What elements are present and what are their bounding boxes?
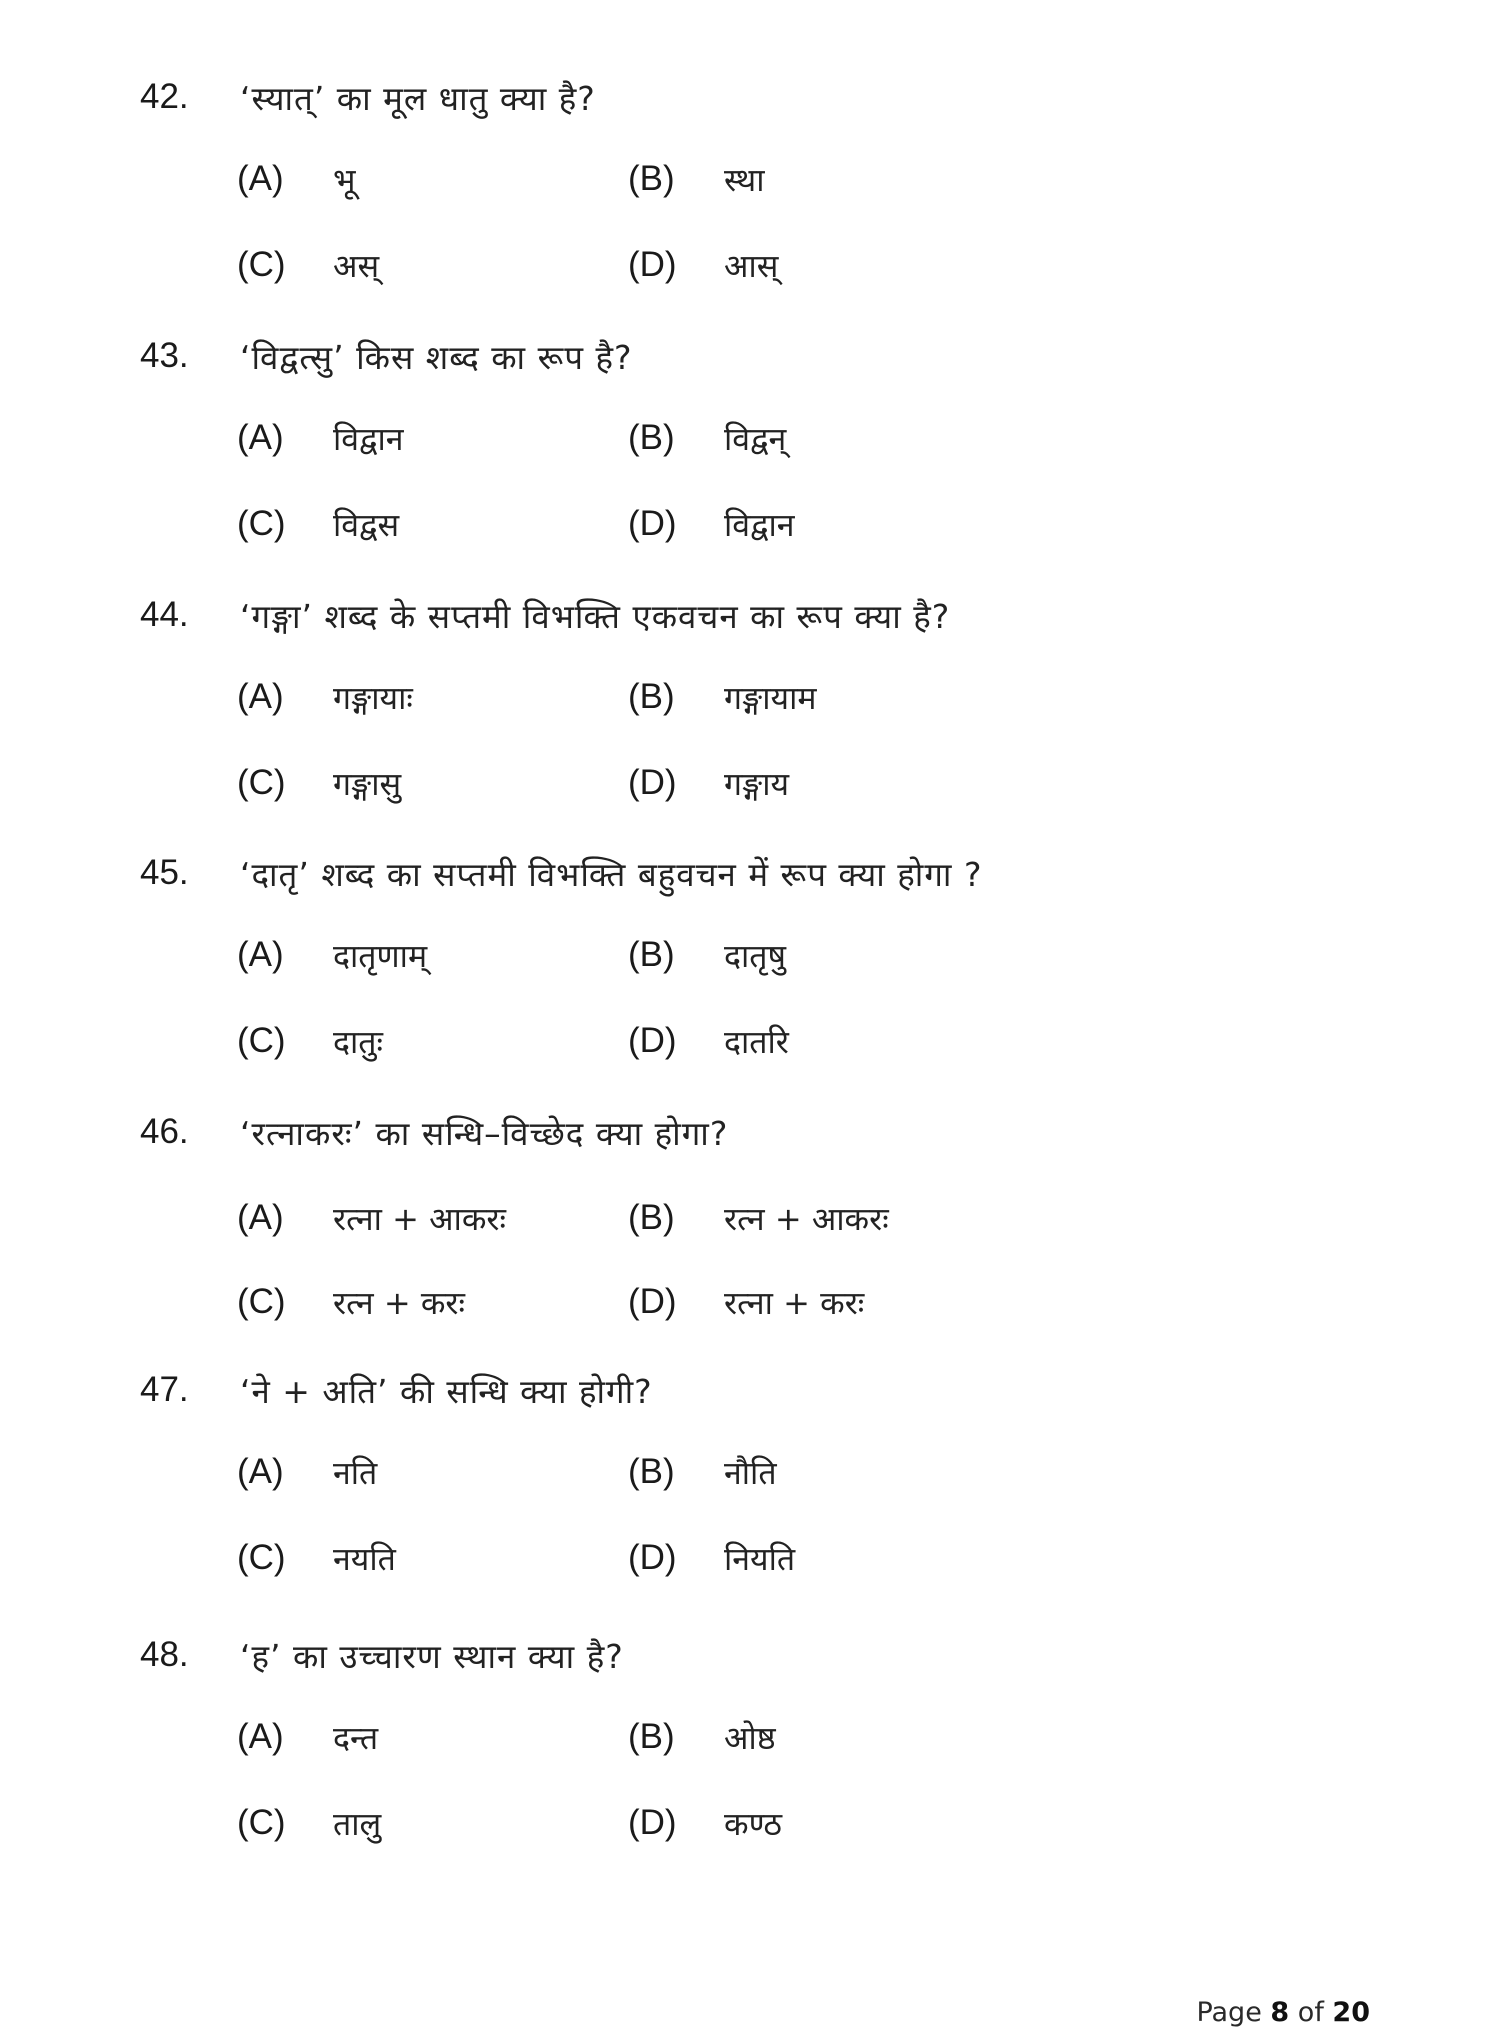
question-header — [140, 585, 950, 645]
option-c — [237, 1793, 381, 1853]
option-c — [237, 235, 379, 295]
option-label: (A) — [237, 418, 284, 457]
option-a — [237, 149, 356, 209]
option-a — [237, 1442, 377, 1502]
question-header — [140, 67, 596, 127]
option-d — [628, 753, 789, 813]
option-d — [628, 1011, 789, 1071]
option-text: नौति — [724, 1453, 777, 1492]
option-text: भू — [333, 160, 356, 199]
question-header — [140, 326, 633, 386]
option-b — [628, 925, 786, 985]
option-a — [237, 1707, 378, 1767]
option-text: विद्वस — [333, 505, 400, 544]
question-header — [140, 843, 982, 903]
option-text: तालु — [333, 1804, 382, 1843]
option-label: (C) — [237, 763, 286, 802]
option-label: (A) — [237, 935, 284, 974]
page-of: of — [1297, 1997, 1324, 2028]
question-number: 42. — [140, 77, 189, 116]
option-text: विद्वान — [724, 505, 795, 544]
option-text: दातृषु — [724, 936, 787, 975]
option-b — [628, 1188, 889, 1248]
option-c — [237, 1011, 383, 1071]
option-label: (D) — [628, 1021, 677, 1060]
option-b — [628, 1442, 777, 1502]
option-label: (D) — [628, 1803, 677, 1842]
option-text: स्था — [724, 160, 765, 199]
option-b — [628, 408, 786, 468]
question-number: 43. — [140, 336, 189, 375]
current-page-number: 8 — [1270, 1997, 1290, 2028]
option-label: (B) — [628, 1452, 675, 1491]
question-43 — [0, 326, 1505, 576]
page-indicator — [1196, 1997, 1370, 2028]
question-text: ‘ह’ का उच्चारण स्थान क्या है? — [240, 1636, 624, 1676]
option-text: नयति — [333, 1539, 396, 1578]
question-header — [140, 1360, 653, 1420]
option-label: (A) — [237, 1198, 284, 1237]
option-text: रत्ना + करः — [724, 1283, 865, 1322]
question-number: 44. — [140, 595, 189, 634]
question-header — [140, 1625, 624, 1685]
option-label: (B) — [628, 935, 675, 974]
option-text: गङ्गाय — [724, 764, 790, 803]
option-text: रत्ना + आकरः — [333, 1199, 506, 1238]
question-42 — [0, 67, 1505, 317]
option-label: (D) — [628, 1538, 677, 1577]
option-label: (D) — [628, 763, 677, 802]
option-text: दातुः — [333, 1022, 383, 1061]
option-label: (D) — [628, 504, 677, 543]
option-text: रत्न + आकरः — [724, 1199, 889, 1238]
option-text: गङ्गायाम — [724, 678, 817, 717]
question-text: ‘गङ्गा’ शब्द के सप्तमी विभक्ति एकवचन का रूप क्या है? — [240, 596, 951, 636]
option-b — [628, 1707, 776, 1767]
option-a — [237, 925, 427, 985]
question-number: 45. — [140, 853, 189, 892]
option-c — [237, 1528, 396, 1588]
option-label: (C) — [237, 1021, 286, 1060]
option-b — [628, 667, 817, 727]
question-text: ‘ने + अति’ की सन्धि क्या होगी? — [240, 1371, 653, 1411]
question-45 — [0, 843, 1505, 1093]
option-text: आस् — [724, 246, 779, 285]
option-label: (A) — [237, 1717, 284, 1756]
option-label: (B) — [628, 1717, 675, 1756]
question-number: 46. — [140, 1112, 189, 1151]
option-label: (C) — [237, 245, 286, 284]
option-c — [237, 494, 399, 554]
option-c — [237, 1272, 465, 1332]
question-text: ‘दातृ’ शब्द का सप्तमी विभक्ति बहुवचन में रूप क्या होगा ? — [240, 854, 983, 894]
option-d — [628, 1528, 795, 1588]
option-b — [628, 149, 765, 209]
page-prefix: Page — [1196, 1997, 1262, 2028]
option-label: (B) — [628, 677, 675, 716]
option-text: रत्न + करः — [333, 1283, 465, 1322]
question-48 — [0, 1625, 1505, 1875]
question-number: 47. — [140, 1370, 189, 1409]
option-text: विद्वन् — [724, 419, 787, 458]
question-47 — [0, 1360, 1505, 1610]
question-44 — [0, 585, 1505, 835]
option-label: (B) — [628, 159, 675, 198]
option-label: (A) — [237, 1452, 284, 1491]
option-label: (C) — [237, 1803, 286, 1842]
option-text: गङ्गासु — [333, 764, 402, 803]
option-text: दन्त — [333, 1718, 379, 1757]
option-label: (B) — [628, 418, 675, 457]
option-a — [237, 408, 404, 468]
option-text: विद्वान — [333, 419, 404, 458]
option-label: (D) — [628, 245, 677, 284]
question-text: ‘रत्नाकरः’ का सन्धि–विच्छेद क्या होगा? — [240, 1113, 729, 1153]
question-46 — [0, 1102, 1505, 1352]
option-a — [237, 1188, 506, 1248]
option-label: (C) — [237, 1538, 286, 1577]
question-text: ‘विद्वत्सु’ किस शब्द का रूप है? — [240, 337, 633, 377]
option-text: दातरि — [724, 1022, 789, 1061]
question-number: 48. — [140, 1635, 189, 1674]
option-label: (D) — [628, 1282, 677, 1321]
option-d — [628, 494, 795, 554]
option-label: (B) — [628, 1198, 675, 1237]
option-label: (C) — [237, 1282, 286, 1321]
total-pages: 20 — [1332, 1997, 1370, 2028]
option-text: नियति — [724, 1539, 796, 1578]
option-text: ओष्ठ — [724, 1718, 776, 1757]
option-c — [237, 753, 401, 813]
option-text: अस् — [333, 246, 380, 285]
option-d — [628, 1793, 782, 1853]
option-d — [628, 235, 778, 295]
question-header — [140, 1102, 728, 1162]
option-text: दातृणाम् — [333, 936, 428, 975]
option-text: गङ्गायाः — [333, 678, 413, 717]
option-label: (A) — [237, 159, 284, 198]
option-label: (C) — [237, 504, 286, 543]
question-text: ‘स्यात्’ का मूल धातु क्या है? — [240, 78, 596, 118]
option-text: नति — [333, 1453, 378, 1492]
option-d — [628, 1272, 864, 1332]
option-label: (A) — [237, 677, 284, 716]
option-a — [237, 667, 413, 727]
option-text: कण्ठ — [724, 1804, 783, 1843]
